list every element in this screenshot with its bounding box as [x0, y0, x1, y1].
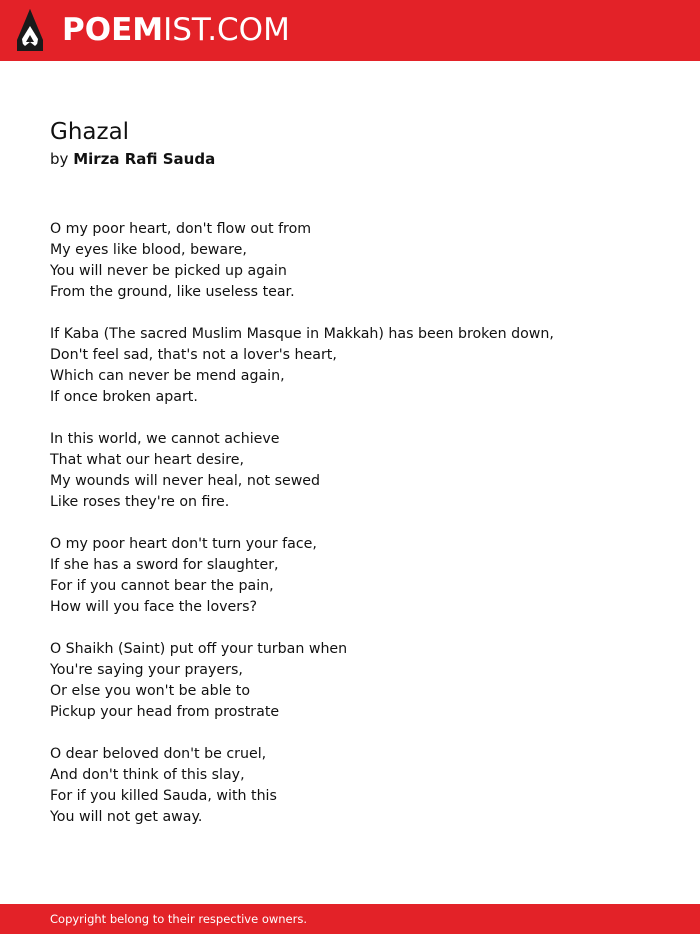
poem-line: If Kaba (The sacred Muslim Masque in Makkah) has been broken down, — [50, 326, 554, 342]
poem-line: And don't think of this slay, — [50, 767, 245, 783]
stanza — [50, 324, 670, 408]
poem-line: If once broken apart. — [50, 389, 198, 405]
stanza — [50, 219, 670, 303]
poem-line: In this world, we cannot achieve — [50, 431, 280, 447]
poem-line: Don't feel sad, that's not a lover's heart, — [50, 347, 337, 363]
poem-line: O my poor heart don't turn your face, — [50, 536, 317, 552]
poem-line: From the ground, like useless tear. — [50, 284, 295, 300]
site-logo[interactable] — [62, 12, 290, 48]
poem-line: For if you cannot bear the pain, — [50, 578, 274, 594]
stanza — [50, 534, 670, 618]
by-label: by — [50, 150, 69, 168]
poem-line: Like roses they're on fire. — [50, 494, 230, 510]
pencil-icon[interactable] — [16, 9, 44, 51]
poem-line: That what our heart desire, — [50, 452, 244, 468]
poem-body — [50, 219, 670, 849]
site-footer — [0, 904, 700, 934]
site-header — [0, 0, 700, 61]
copyright-text: Copyright belong to their respective owners. — [50, 912, 308, 926]
poem-line: Or else you won't be able to — [50, 683, 251, 699]
poem-line: How will you face the lovers? — [50, 599, 258, 615]
stanza — [50, 429, 670, 513]
poem-line: My eyes like blood, beware, — [50, 242, 247, 258]
poem-title: Ghazal — [50, 119, 130, 145]
byline — [50, 149, 215, 169]
poem-line: My wounds will never heal, not sewed — [50, 473, 321, 489]
poem-line: Pickup your head from prostrate — [50, 704, 280, 720]
poem-line: You will not get away. — [50, 809, 203, 825]
poem-line: You will never be picked up again — [50, 263, 287, 279]
logo-light-text: IST.COM — [163, 12, 290, 48]
stanza — [50, 639, 670, 723]
author-name: Mirza Rafi Sauda — [73, 150, 216, 168]
poem-line: O my poor heart, don't flow out from — [50, 221, 312, 237]
logo-bold-text: POEM — [62, 12, 164, 48]
poem-line: If she has a sword for slaughter, — [50, 557, 279, 573]
poem-line: For if you killed Sauda, with this — [50, 788, 277, 804]
poem-line: O dear beloved don't be cruel, — [50, 746, 267, 762]
poem-line: O Shaikh (Saint) put off your turban when — [50, 641, 348, 657]
stanza — [50, 744, 670, 828]
poem-line: You're saying your prayers, — [50, 662, 243, 678]
poem-line: Which can never be mend again, — [50, 368, 285, 384]
